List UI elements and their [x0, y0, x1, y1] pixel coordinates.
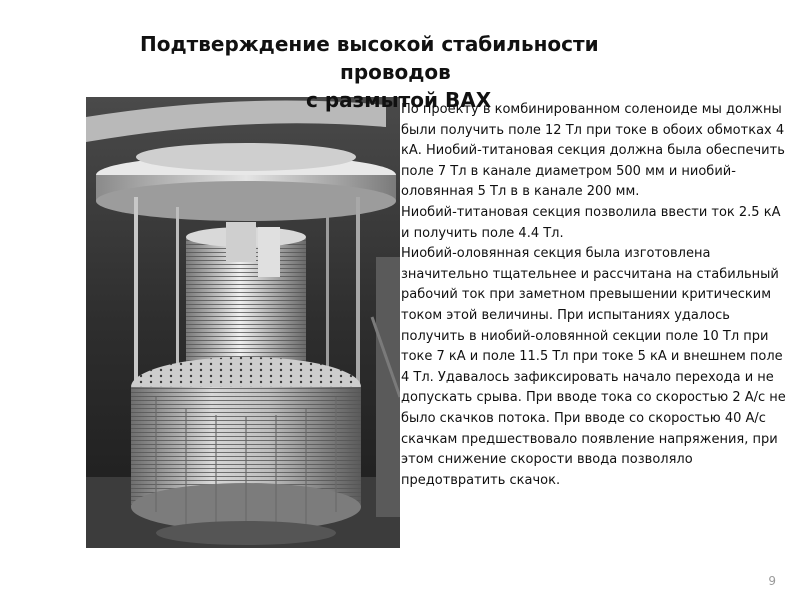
title-line-3: с размытой ВАХ [306, 88, 492, 112]
solenoid-photo [86, 97, 400, 548]
title-line-2: проводов [340, 60, 451, 84]
body-paragraph-3: Ниобий-оловянная секция была изготовлена значительно тщательнее и рассчитана на стабильный рабочий ток при заметном превышении критическим током этой величины. При испытаниях удалось получить в ниобий-оловянной секции поле 10 Тл при токе 7 кА и поле 11.5 Тл при токе 5 кА и внешнем поле 4 Тл. Удавалось зафиксировать начало перехода и не допускать срыва. При вводе тока со скоростью 2 А/с не было скачков потока. При вводе со скоростью 40 А/с скачкам предшествовало появление напряжения, при этом снижение скорости ввода позволяло предотвратить скачок. [401, 246, 786, 488]
slide-title [140, 30, 660, 114]
page-number: 9 [768, 574, 776, 588]
body-text [401, 100, 791, 491]
body-paragraph-2: Ниобий-титановая секция позволила ввести ток 2.5 кА и получить поле 4.4 Тл. [401, 204, 781, 241]
title-line-1: Подтверждение высокой стабильности [140, 32, 599, 56]
body-paragraph-1: По проекту в комбинированном соленоиде мы должны были получить поле 12 Тл при токе в обоих обмотках 4 кА. Ниобий-титановая секция должна была обеспечить поле 7 Тл в канале диаметром 500 мм и ниобий-оловянная 5 Тл в в канале 200 мм. [401, 102, 785, 200]
